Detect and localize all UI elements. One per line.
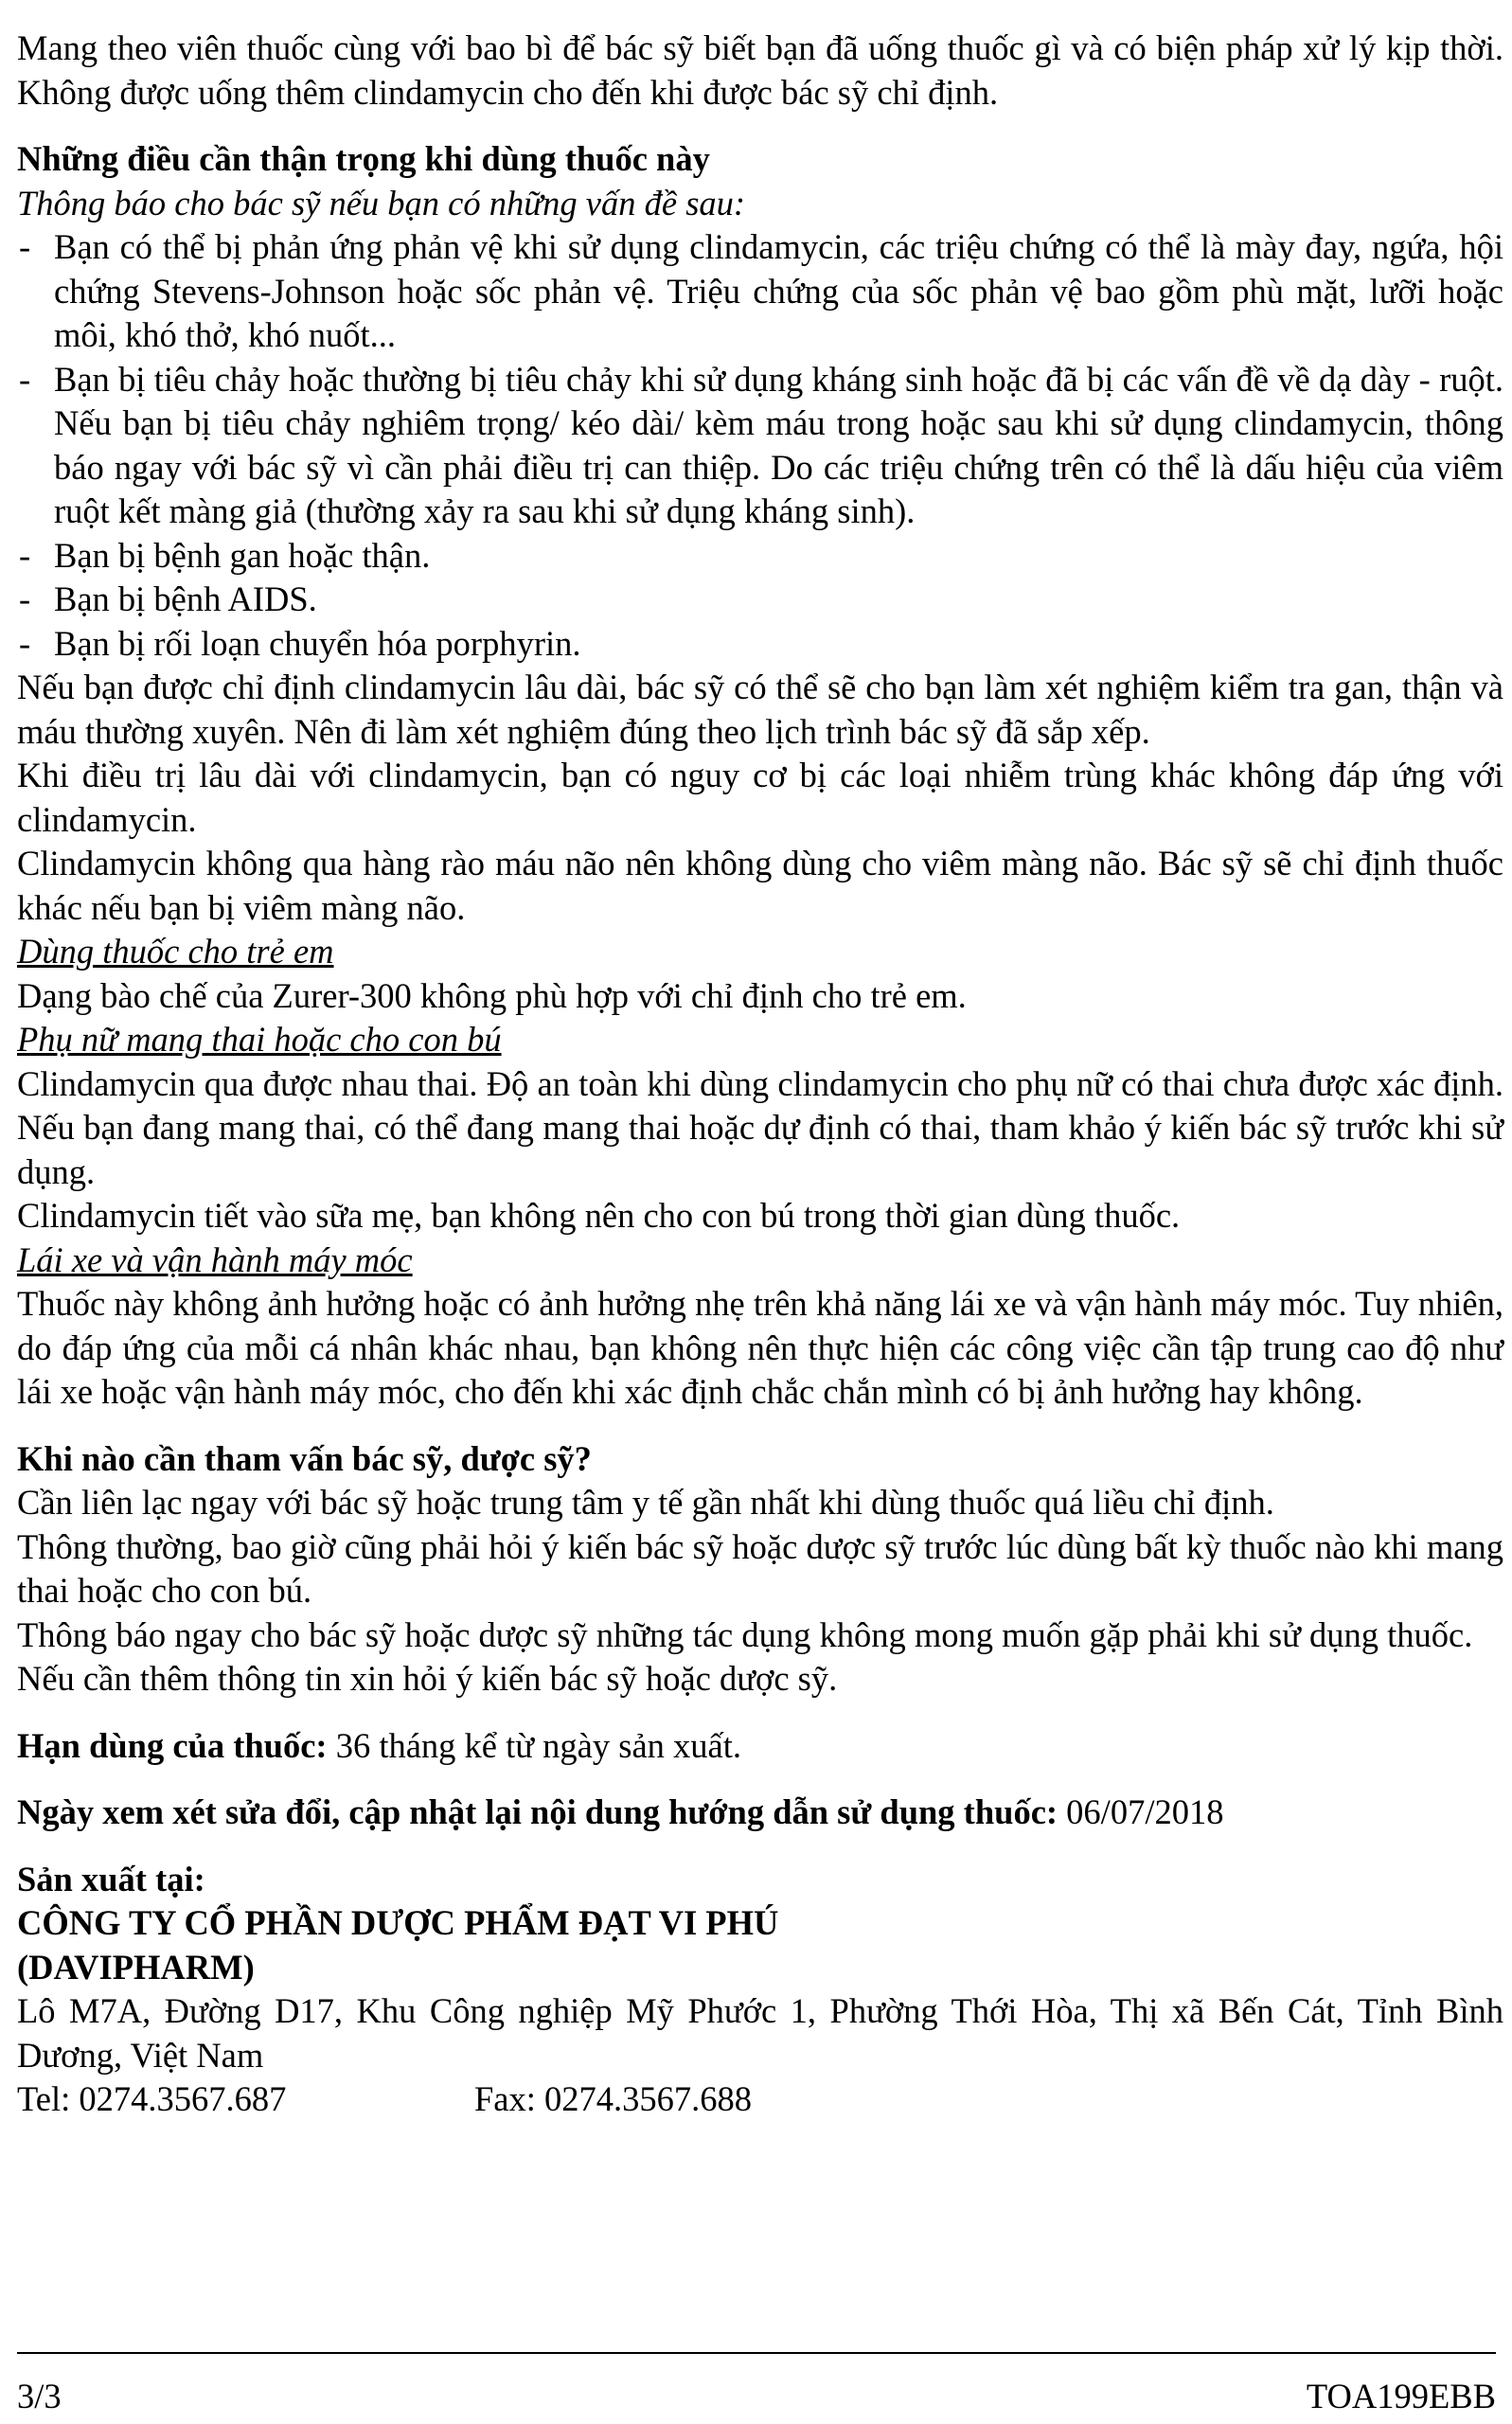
list-item: - Bạn bị tiêu chảy hoặc thường bị tiêu chảy khi sử dụng kháng sinh hoặc đã bị các vấn đề về dạ dày - ruột. Nếu bạn bị tiêu chảy nghiêm trọng/ kéo dài/ kèm máu trong hoặc sau khi sử dụng clindamycin, thông báo ngay với bác sỹ vì cần phải điều trị can thiệp. Do các triệu chứng trên có thể là dấu hiệu của viêm ruột kết màng giả (thường xảy ra sau khi sử dụng kháng sinh). [17,358,1503,534]
manufacturer-label: Sản xuất tại: [17,1859,205,1898]
driving-heading: Lái xe và vận hành máy móc [17,1239,413,1279]
list-item: - Bạn có thể bị phản ứng phản vệ khi sử dụng clindamycin, các triệu chứng có thể là mày đay, ngứa, hội chứng Stevens-Johnson hoặc sốc phản vệ. Triệu chứng của sốc phản vệ bao gồm phù mặt, lưỡi hoặc môi, khó thở, khó nuốt... [17,225,1503,358]
manufacturer-section [17,1858,1503,2122]
children-section [17,930,1503,1018]
manufacturer-short-name: (DAVIPHARM) [17,1947,255,1987]
page-footer [17,2375,1496,2418]
consult-paragraph: Cần liên lạc ngay với bác sỹ hoặc trung tâm y tế gần nhất khi dùng thuốc quá liều chỉ định. [17,1483,1274,1522]
breastfeeding-paragraph: Clindamycin tiết vào sữa mẹ, bạn không nên cho con bú trong thời gian dùng thuốc. [17,1196,1181,1235]
document-code: TOA199EBB [1306,2377,1496,2415]
pregnancy-section [17,1018,1503,1239]
revision-line [17,1791,1503,1835]
children-heading: Dùng thuốc cho trẻ em [17,932,334,971]
manufacturer-contact [17,2077,1503,2122]
precautions-section [17,137,1503,930]
consult-paragraph: Thông thường, bao giờ cũng phải hỏi ý kiến bác sỹ hoặc dược sỹ trước lúc dùng bất kỳ thuốc nào khi mang thai hoặc cho con bú. [17,1526,1503,1610]
list-item: - Bạn bị rối loạn chuyển hóa porphyrin. [17,622,1503,667]
pregnancy-paragraph: Clindamycin qua được nhau thai. Độ an toàn khi dùng clindamycin cho phụ nữ có thai chưa được xác định. Nếu bạn đang mang thai, có thể đang mang thai hoặc dự định có thai, tham khảo ý kiến bác sỹ trước khi sử dụng. [17,1063,1503,1191]
page-number: 3/3 [17,2377,62,2415]
consult-section [17,1437,1503,1702]
revision-date: 06/07/2018 [1058,1792,1224,1831]
pregnancy-heading: Phụ nữ mang thai hoặc cho con bú [17,1020,502,1059]
expiry-label: Hạn dùng của thuốc: [17,1725,328,1765]
children-paragraph: Dạng bào chế của Zurer-300 không phù hợp với chỉ định cho trẻ em. [17,975,967,1015]
manufacturer-fax: Fax: 0274.3567.688 [474,2079,753,2118]
precautions-heading: Những điều cần thận trọng khi dùng thuốc này [17,139,710,178]
footer-divider [17,2352,1496,2354]
precautions-lead: Thông báo cho bác sỹ nếu bạn có những vấn đề sau: [17,183,746,223]
long-term-paragraph: Nếu bạn được chỉ định clindamycin lâu dài, bác sỹ có thể sẽ cho bạn làm xét nghiệm kiểm tra gan, thận và máu thường xuyên. Nên đi làm xét nghiệm đúng theo lịch trình bác sỹ đã sắp xếp. [17,668,1503,751]
manufacturer-address: Lô M7A, Đường D17, Khu Công nghiệp Mỹ Phước 1, Phường Thới Hòa, Thị xã Bến Cát, Tỉnh Bình Dương, Việt Nam [17,1991,1503,2075]
driving-paragraph: Thuốc này không ảnh hưởng hoặc có ảnh hưởng nhẹ trên khả năng lái xe và vận hành máy móc. Tuy nhiên, do đáp ứng của mỗi cá nhân khác nhau, bạn không nên thực hiện các công việc cần tập trung cao độ như lái xe hoặc vận hành máy móc, cho đến khi xác định chắc chắn mình có bị ảnh hưởng hay không. [17,1284,1503,1411]
consult-paragraph: Thông báo ngay cho bác sỹ hoặc dược sỹ những tác dụng không mong muốn gặp phải khi sử dụng thuốc. [17,1614,1473,1654]
consult-heading: Khi nào cần tham vấn bác sỹ, dược sỹ? [17,1438,592,1478]
precautions-list [17,225,1503,666]
intro-paragraph: Mang theo viên thuốc cùng với bao bì để bác sỹ biết bạn đã uống thuốc gì và có biện pháp xử lý kịp thời. Không được uống thêm clindamycin cho đến khi được bác sỹ chỉ định. [17,28,1503,112]
manufacturer-tel: Tel: 0274.3567.687 [17,2079,287,2118]
list-item: - Bạn bị bệnh gan hoặc thận. [17,534,1503,579]
meningitis-paragraph: Clindamycin không qua hàng rào máu não nên không dùng cho viêm màng não. Bác sỹ sẽ chỉ định thuốc khác nếu bạn bị viêm màng não. [17,844,1503,927]
revision-label: Ngày xem xét sửa đổi, cập nhật lại nội dung hướng dẫn sử dụng thuốc: [17,1792,1058,1831]
expiry-value: 36 tháng kể từ ngày sản xuất. [327,1725,741,1765]
consult-paragraph: Nếu cần thêm thông tin xin hỏi ý kiến bác sỹ hoặc dược sỹ. [17,1659,838,1698]
driving-section [17,1239,1503,1415]
manufacturer-company: CÔNG TY CỔ PHẦN DƯỢC PHẨM ĐẠT VI PHÚ [17,1903,779,1942]
document-body [17,27,1503,2122]
list-item: - Bạn bị bệnh AIDS. [17,578,1503,622]
expiry-line [17,1724,1503,1769]
infection-paragraph: Khi điều trị lâu dài với clindamycin, bạn có nguy cơ bị các loại nhiễm trùng khác không đáp ứng với clindamycin. [17,756,1503,839]
